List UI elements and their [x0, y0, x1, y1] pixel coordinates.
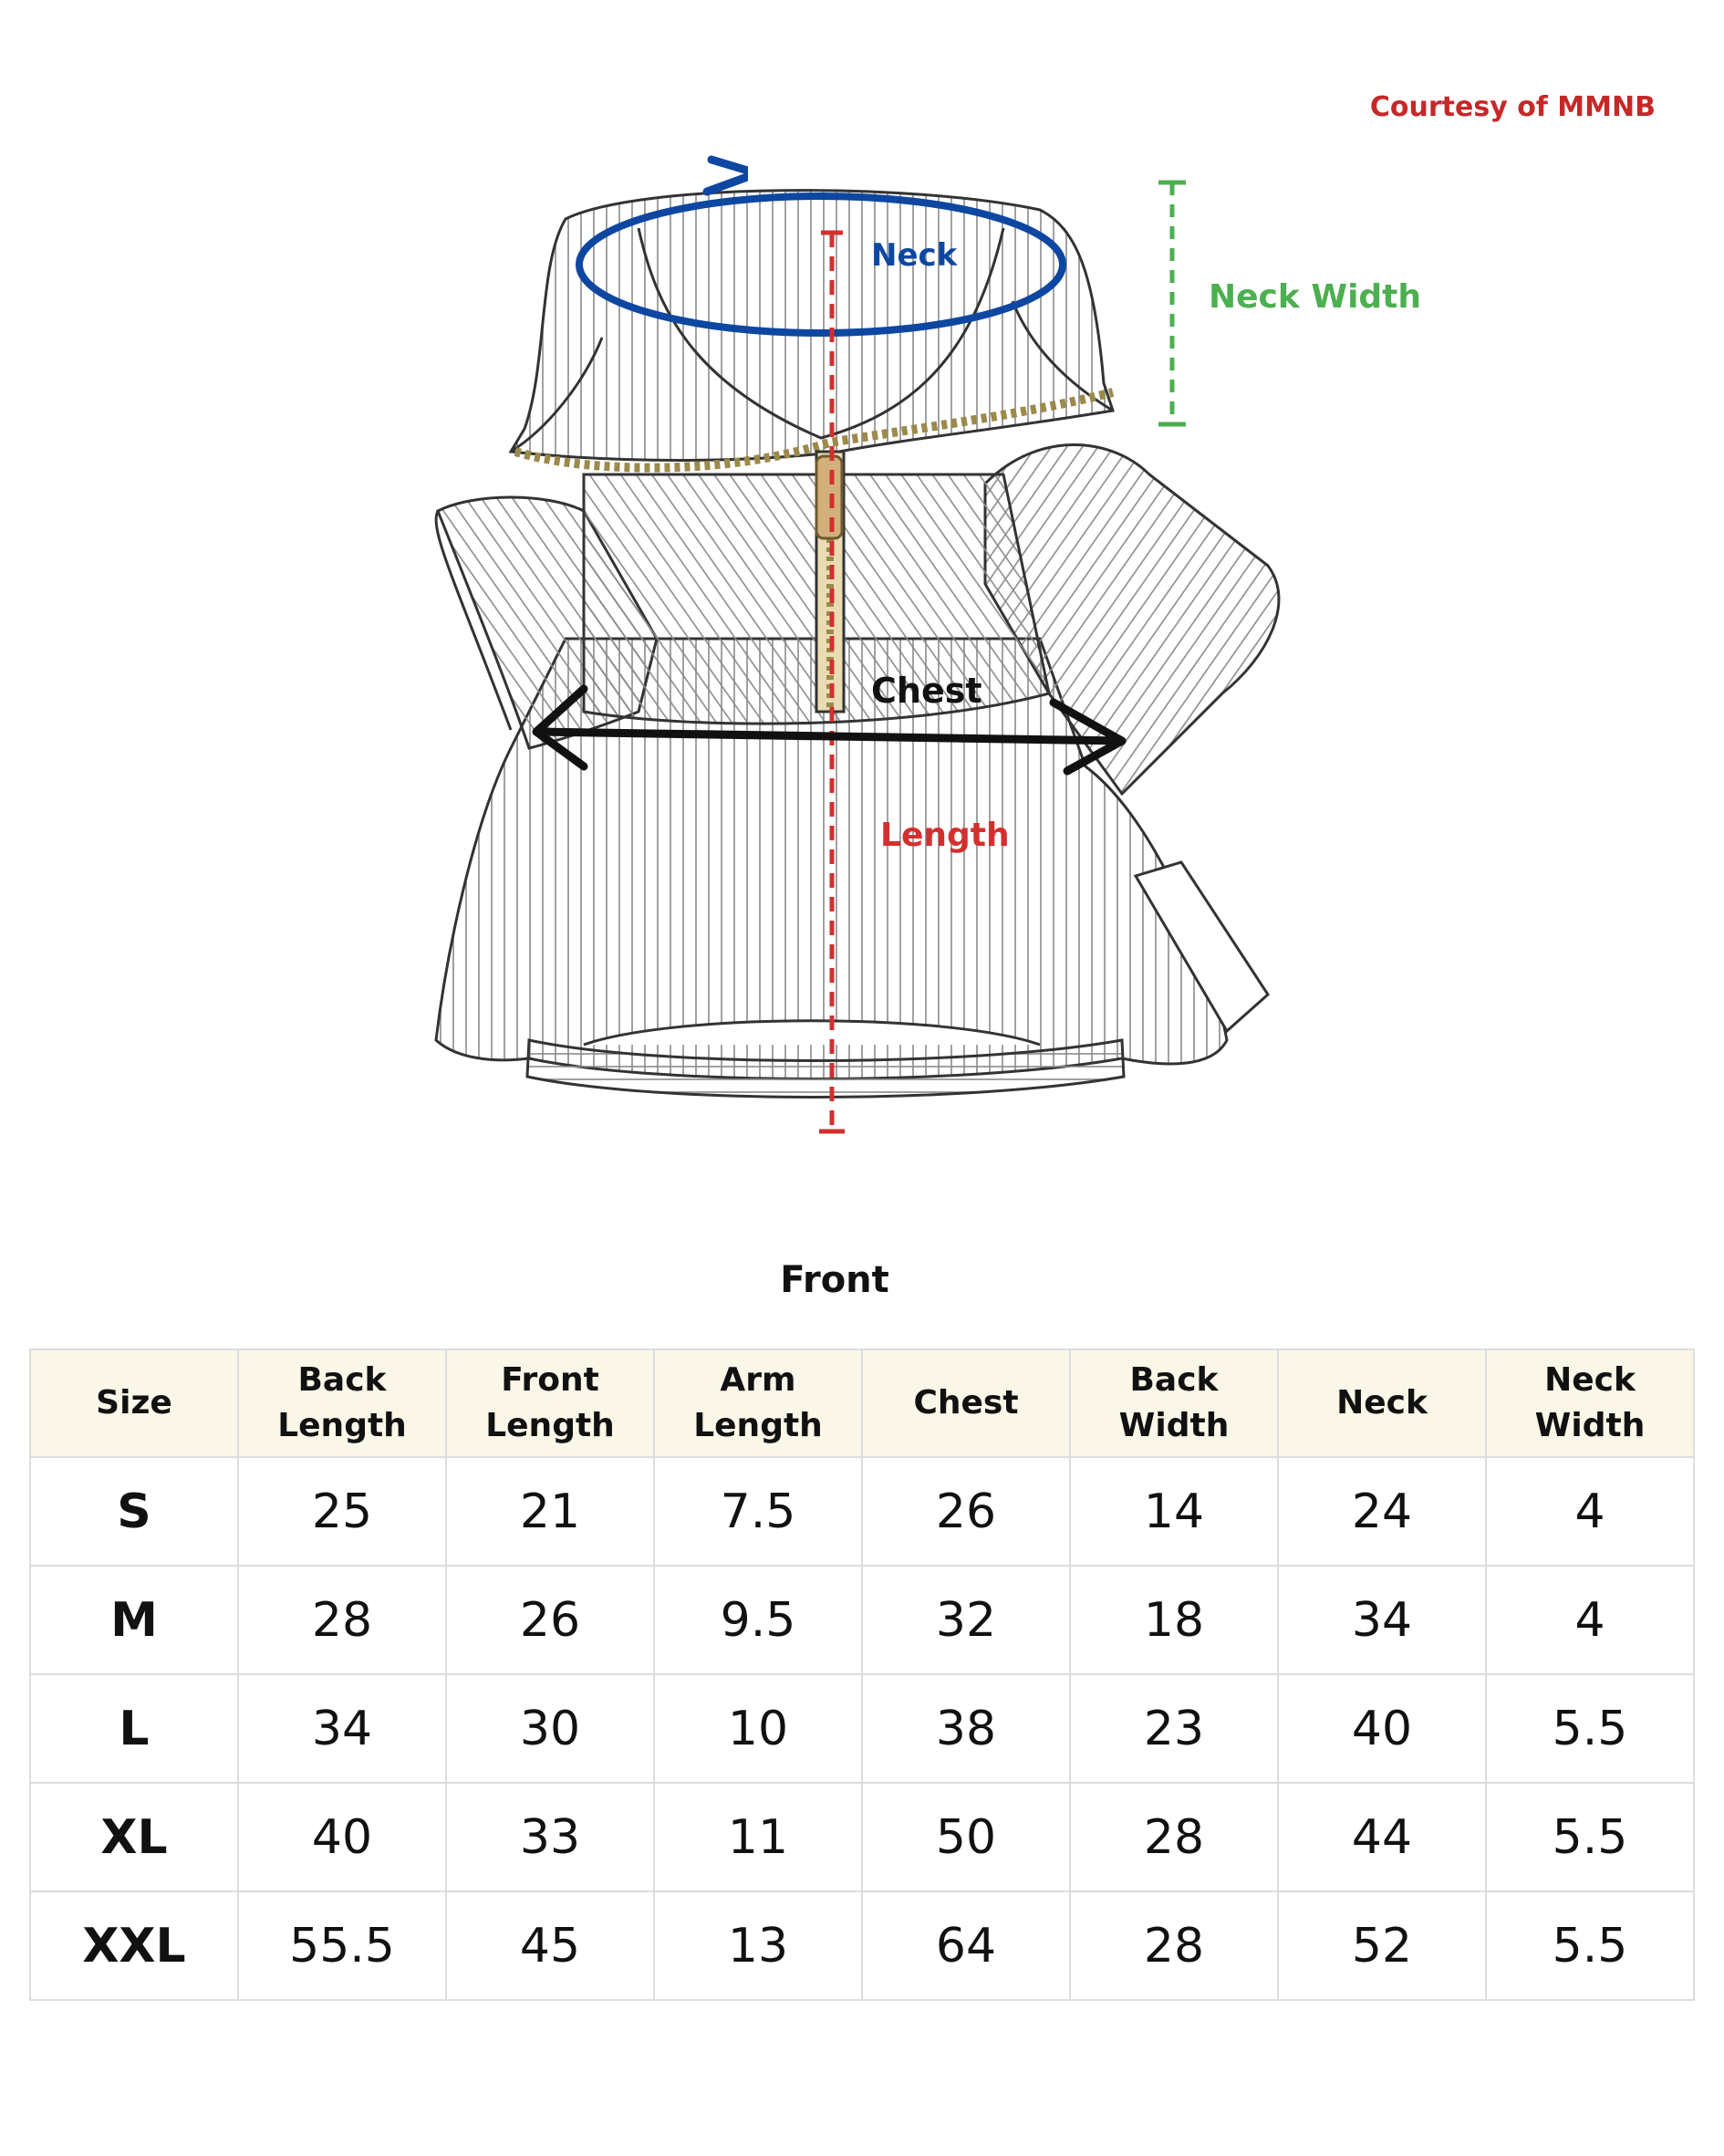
table-cell: 5.5: [1486, 1674, 1694, 1783]
table-cell: 23: [1070, 1674, 1278, 1783]
table-cell: 10: [654, 1674, 862, 1783]
size-cell: XL: [30, 1783, 238, 1891]
header-back-width: Back Width: [1070, 1349, 1278, 1457]
table-header-row: [30, 1349, 1694, 1457]
chest-label: Chest: [871, 671, 982, 711]
table-row: [30, 1783, 1694, 1891]
table-cell: 13: [654, 1891, 862, 2000]
table-row: [30, 1891, 1694, 2000]
table-row: [30, 1457, 1694, 1566]
size-cell: XXL: [30, 1891, 238, 2000]
size-cell: M: [30, 1566, 238, 1674]
table-cell: 45: [446, 1891, 654, 2000]
table-cell: 40: [238, 1783, 446, 1891]
collar: [511, 191, 1113, 461]
size-chart-table: [29, 1349, 1695, 2001]
table-cell: 34: [1278, 1566, 1486, 1674]
table-cell: 30: [446, 1674, 654, 1783]
neck-label: Neck: [871, 237, 958, 274]
table-cell: 7.5: [654, 1457, 862, 1566]
table-cell: 44: [1278, 1783, 1486, 1891]
table-cell: 50: [862, 1783, 1070, 1891]
header-front-length: Front Length: [446, 1349, 654, 1457]
table-cell: 18: [1070, 1566, 1278, 1674]
length-label: Length: [880, 817, 1010, 854]
table-cell: 28: [1070, 1783, 1278, 1891]
table-cell: 34: [238, 1674, 446, 1783]
header-arm-length: Arm Length: [654, 1349, 862, 1457]
size-cell: L: [30, 1674, 238, 1783]
header-back-length: Back Length: [238, 1349, 446, 1457]
size-cell: S: [30, 1457, 238, 1566]
header-neck-width: Neck Width: [1486, 1349, 1694, 1457]
table-cell: 28: [1070, 1891, 1278, 2000]
table-cell: 4: [1486, 1457, 1694, 1566]
table-cell: 28: [238, 1566, 446, 1674]
courtesy-credit: Courtesy of MMNB: [1369, 91, 1656, 123]
table-cell: 55.5: [238, 1891, 446, 2000]
table-row: [30, 1566, 1694, 1674]
table-row: [30, 1674, 1694, 1783]
table-cell: 64: [862, 1891, 1070, 2000]
table-cell: 25: [238, 1457, 446, 1566]
header-size: Size: [30, 1349, 238, 1457]
table-cell: 5.5: [1486, 1891, 1694, 2000]
table-cell: 33: [446, 1783, 654, 1891]
table-cell: 11: [654, 1783, 862, 1891]
header-chest: Chest: [862, 1349, 1070, 1457]
table-cell: 14: [1070, 1457, 1278, 1566]
header-neck: Neck: [1278, 1349, 1486, 1457]
table-cell: 26: [862, 1457, 1070, 1566]
zipper-pull: [816, 456, 842, 538]
table-cell: 38: [862, 1674, 1070, 1783]
neck-width-label: Neck Width: [1209, 278, 1422, 316]
table-cell: 5.5: [1486, 1783, 1694, 1891]
table-cell: 9.5: [654, 1566, 862, 1674]
table-cell: 4: [1486, 1566, 1694, 1674]
view-label: Front: [780, 1259, 889, 1301]
table-cell: 26: [446, 1566, 654, 1674]
table-cell: 24: [1278, 1457, 1486, 1566]
table-cell: 52: [1278, 1891, 1486, 2000]
table-cell: 21: [446, 1457, 654, 1566]
table-cell: 32: [862, 1566, 1070, 1674]
table-cell: 40: [1278, 1674, 1486, 1783]
